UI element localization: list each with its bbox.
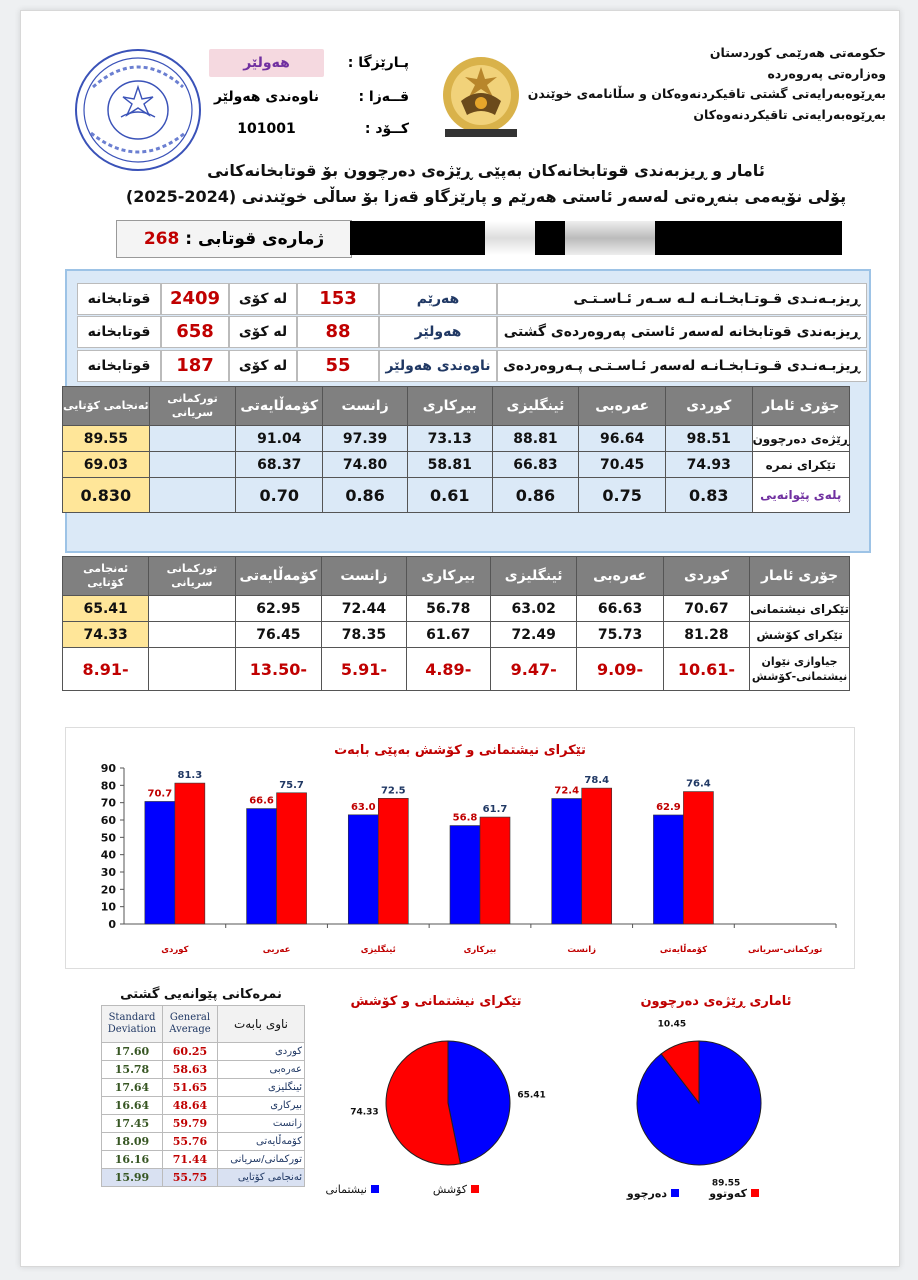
row-label: تێکرای نیشتمانی [750, 596, 850, 622]
std-subject-cell: تورکمانی/سریانی [218, 1151, 305, 1169]
table-cell: 91.04 [236, 426, 323, 452]
ranking-of-label: له كۆی [229, 283, 297, 315]
pie-chart-pass-rate [601, 983, 831, 1233]
row-label: ڕێژەی دەرچوون [752, 426, 849, 452]
column-header: ئەنجامی کۆتایی [63, 387, 150, 426]
gov-line: وەزارەتی پەروەردە [767, 65, 886, 81]
legend-label: نیشتمانی [325, 1183, 367, 1196]
bar-value-label: 63.0 [350, 801, 376, 813]
legend-swatch [751, 1189, 759, 1197]
std-average-cell: 51.65 [163, 1079, 218, 1097]
gov-line: بەڕێوەبەرایەتی گشتی تاقیکردنەوەکان و سڵانامەی خوێندن [527, 86, 886, 101]
table-row [63, 426, 850, 452]
kurdistan-emblem-icon [431, 49, 531, 141]
table-cell: 73.13 [407, 426, 492, 452]
table-cell: 88.81 [492, 426, 579, 452]
std-subject-cell: زانست [218, 1115, 305, 1133]
bar-effort [582, 788, 612, 924]
table-cell: 72.44 [322, 596, 406, 622]
ranking-total: 187 [161, 350, 229, 382]
y-tick-label: 30 [100, 866, 116, 879]
table-row [63, 622, 850, 648]
ranking-total: 2409 [161, 283, 229, 315]
table-cell: 61.67 [406, 622, 490, 648]
std-average-cell: 58.63 [163, 1061, 218, 1079]
bar-value-label: 62.9 [656, 801, 681, 813]
table-cell [149, 596, 235, 622]
table-cell: 78.35 [322, 622, 406, 648]
column-header: تورکمانی سریانی [149, 557, 235, 596]
y-tick-label: 80 [100, 779, 116, 793]
bar-national [348, 815, 378, 924]
x-tick-label: کوردی [161, 945, 189, 955]
code-label: کــۆد : [364, 121, 409, 137]
table-row [63, 452, 850, 478]
column-header: زانست [322, 557, 406, 596]
ranking-row [77, 350, 867, 380]
legend-swatch [471, 1185, 479, 1193]
column-header: جۆری ئامار [752, 387, 849, 426]
pie-chart-national-effort [321, 983, 551, 1233]
ranking-row [77, 316, 867, 346]
column-header: بیرکاری [407, 387, 492, 426]
ranking-position: 55 [297, 350, 379, 382]
table-cell: 0.70 [236, 478, 323, 513]
std-row [102, 1133, 305, 1151]
table-cell: 0.86 [323, 478, 408, 513]
table-cell: 68.37 [236, 452, 323, 478]
bar-value-label: 72.4 [554, 785, 580, 797]
std-subject-cell: ئینگلیزی [218, 1079, 305, 1097]
bar-effort [683, 792, 713, 924]
table-cell [149, 648, 235, 691]
government-header [501, 43, 886, 125]
std-row [102, 1079, 305, 1097]
table-cell: 0.83 [665, 478, 752, 513]
table-cell [149, 478, 236, 513]
ranking-unit: قوتابخانه [77, 316, 161, 348]
table-cell: -10.61 [663, 648, 749, 691]
redaction-gap [485, 221, 535, 255]
std-average-cell: 48.64 [163, 1097, 218, 1115]
standard-scores-table [101, 1005, 305, 1187]
bar-effort [277, 793, 307, 924]
column-header: ئینگلیزی [490, 557, 576, 596]
district-value: ناوەندی هەولێر [213, 89, 320, 105]
x-tick-label: کۆمەڵایەتی [659, 945, 708, 955]
x-tick-label: بیرکاری [463, 945, 497, 955]
table-cell: 0.830 [63, 478, 150, 513]
table-cell: 98.51 [665, 426, 752, 452]
table-cell: 56.78 [406, 596, 490, 622]
student-count-value: 268 [143, 229, 180, 249]
code-row [209, 115, 409, 143]
column-header: بیرکاری [406, 557, 490, 596]
table-cell: 89.55 [63, 426, 150, 452]
ranking-of-label: له كۆی [229, 316, 297, 348]
std-row [102, 1097, 305, 1115]
std-header-row [102, 1006, 305, 1043]
report-title: ئامار و ڕیزبەندی قوتابخانەکان بەپێی ڕێژەی دەرچوون بۆ قوتابخانەکانی [207, 161, 765, 180]
std-row [102, 1151, 305, 1169]
legend-swatch [671, 1189, 679, 1197]
table-cell: -13.50 [235, 648, 322, 691]
std-subject-cell: بیرکاری [218, 1097, 305, 1115]
col-sd-header: Standard Deviation [102, 1006, 163, 1043]
bar-national [653, 815, 683, 924]
table-cell: 0.75 [579, 478, 666, 513]
bar-national [247, 809, 277, 924]
legend-label: کۆشش [432, 1183, 467, 1196]
std-table-title: نمرەکانی پێوانەیی گشتی [120, 987, 282, 1002]
std-deviation-cell: 16.64 [102, 1097, 163, 1115]
column-header: کوردی [665, 387, 752, 426]
table-cell: 74.80 [323, 452, 408, 478]
column-header: زانست [323, 387, 408, 426]
y-tick-label: 50 [100, 831, 116, 845]
bar-value-label: 78.4 [584, 775, 610, 787]
table-cell: 58.81 [407, 452, 492, 478]
report-page [20, 10, 900, 1267]
table-cell [149, 426, 236, 452]
ranking-position: 88 [297, 316, 379, 348]
governorate-label: پـارێزگا : [347, 55, 409, 71]
ranking-row [77, 283, 867, 313]
redaction-gap [565, 221, 655, 255]
bar-chart [65, 727, 855, 969]
bar-effort [378, 798, 408, 924]
gov-line: بەڕێوەبەرایەتی تاقیکردنەوەکان [693, 106, 886, 122]
y-tick-label: 60 [100, 814, 116, 827]
ranking-unit: قوتابخانه [77, 350, 161, 382]
std-deviation-cell: 17.64 [102, 1079, 163, 1097]
table-row [63, 596, 850, 622]
column-header: تورکمانی سریانی [149, 387, 236, 426]
table-cell: -5.91 [322, 648, 406, 691]
std-row [102, 1061, 305, 1079]
ranking-position: 153 [297, 283, 379, 315]
std-row [102, 1169, 305, 1187]
pie-title: ئاماری ڕێژەی دەرچوون [640, 994, 792, 1009]
student-count-label: ژمارەی قوتابی : [185, 229, 325, 249]
district-row [209, 83, 409, 111]
bar-value-label: 56.8 [452, 812, 478, 824]
y-tick-label: 40 [100, 848, 116, 862]
std-subject-cell: کوردی [218, 1043, 305, 1061]
bar-value-label: 72.5 [380, 785, 406, 797]
code-value: 101001 [237, 121, 296, 137]
std-subject-cell: ئەنجامی کۆتایی [218, 1169, 305, 1187]
bar-value-label: 75.7 [279, 779, 304, 791]
y-tick-label: 10 [100, 900, 116, 914]
legend-label: کەوتوو [709, 1187, 747, 1200]
ranking-unit: قوتابخانه [77, 283, 161, 315]
row-label: جیاوازی نێوان نیشتمانی-کۆشش [750, 648, 850, 691]
table-row [63, 648, 850, 691]
std-deviation-cell: 15.99 [102, 1169, 163, 1187]
col-avg-header: General Average [163, 1006, 218, 1043]
bar-national [450, 826, 480, 924]
ranking-total: 658 [161, 316, 229, 348]
table-cell [149, 622, 235, 648]
x-tick-label: تورکمانی-سریانی [747, 945, 823, 955]
bar-national [145, 801, 175, 924]
governorate-row [209, 49, 409, 77]
legend-swatch [371, 1185, 379, 1193]
ranking-text: ڕیزبـەنـدی قـوتـابخـانـه لـه سـەر ئـاسـتـی [497, 283, 867, 315]
bar-value-label: 70.7 [147, 788, 173, 800]
std-deviation-cell: 18.09 [102, 1133, 163, 1151]
table-row [63, 478, 850, 513]
std-average-cell: 55.75 [163, 1169, 218, 1187]
x-tick-label: زانست [567, 945, 597, 955]
table-cell: 76.45 [235, 622, 322, 648]
district-label: قــەزا : [358, 89, 409, 105]
std-row [102, 1043, 305, 1061]
row-label: پلەی پێوانەیی [752, 478, 849, 513]
pie-value-label: 10.45 [657, 1019, 687, 1030]
column-header: ئینگلیزی [492, 387, 579, 426]
row-label: تێکرای نمرە [752, 452, 849, 478]
column-header: جۆری ئامار [750, 557, 850, 596]
redacted-school-name [350, 221, 842, 255]
table-cell: -9.47 [490, 648, 576, 691]
table-cell: 0.61 [407, 478, 492, 513]
table-cell: 70.67 [663, 596, 749, 622]
std-average-cell: 55.76 [163, 1133, 218, 1151]
table-cell: 70.45 [579, 452, 666, 478]
std-subject-cell: عەرەبی [218, 1061, 305, 1079]
table-cell: 75.73 [577, 622, 663, 648]
pie-title: تێکرای نیشتمانی و کۆشش [350, 994, 522, 1009]
student-count-box [116, 220, 352, 258]
bar-value-label: 61.7 [482, 804, 508, 816]
bar-value-label: 76.4 [686, 778, 711, 790]
bar-effort [480, 817, 510, 924]
report-subtitle: پۆلی نۆیەمی بنەڕەتی لەسەر ئاستی هەرێم و پارێزگاو قەزا بۆ ساڵی خوێندنی (2024-2025) [125, 187, 847, 206]
table-cell: 72.49 [490, 622, 576, 648]
statistics-table-1 [62, 386, 850, 513]
pie-slice [448, 1041, 510, 1164]
table-cell: 62.95 [235, 596, 322, 622]
table-cell: 65.41 [63, 596, 149, 622]
table-cell: -4.89 [406, 648, 490, 691]
bar-value-label: 81.3 [177, 770, 203, 782]
std-deviation-cell: 15.78 [102, 1061, 163, 1079]
statistics-table-2 [62, 556, 850, 691]
std-subject-cell: کۆمەڵایەتی [218, 1133, 305, 1151]
column-header: کۆمەڵایەتی [235, 557, 322, 596]
col-subject-header: ناوی بابەت [218, 1006, 305, 1043]
table-cell: 66.63 [577, 596, 663, 622]
ranking-of-label: له كۆی [229, 350, 297, 382]
ranking-level: هەولێر [379, 316, 497, 348]
pie-value-label: 74.33 [350, 1107, 379, 1118]
std-average-cell: 59.79 [163, 1115, 218, 1133]
pie-value-label: 89.55 [711, 1178, 741, 1189]
column-header: ئەنجامی کۆتایی [63, 557, 149, 596]
column-header: عەرەبی [579, 387, 666, 426]
std-average-cell: 60.25 [163, 1043, 218, 1061]
ministry-seal-icon [73, 47, 203, 173]
row-label: تێکرای کۆشش [750, 622, 850, 648]
table-header-row [63, 557, 850, 596]
ranking-level: هەرێم [379, 283, 497, 315]
table-cell: 97.39 [323, 426, 408, 452]
table-cell: 69.03 [63, 452, 150, 478]
table-cell: 66.83 [492, 452, 579, 478]
table-cell: 96.64 [579, 426, 666, 452]
column-header: کوردی [663, 557, 749, 596]
table-cell: 74.33 [63, 622, 149, 648]
table-cell: -8.91 [63, 648, 149, 691]
table-cell: -9.09 [577, 648, 663, 691]
table-cell: 63.02 [490, 596, 576, 622]
std-deviation-cell: 17.45 [102, 1115, 163, 1133]
legend-label: دەرچوو [626, 1187, 667, 1200]
bar-effort [175, 783, 205, 924]
ranking-text: ڕیزبەندی قوتابخانه لەسەر ئاستی پەروەردەی گشتی [497, 316, 867, 348]
std-deviation-cell: 17.60 [102, 1043, 163, 1061]
gov-line: حکومەتی هەرێمی کوردستان [709, 45, 886, 60]
chart-title: تێکرای نیشتمانی و کۆشش بەپێی بابەت [334, 743, 586, 758]
x-tick-label: عەربی [262, 945, 291, 955]
bar-value-label: 66.6 [249, 795, 274, 807]
ranking-text: ڕیزبـەنـدی قـوتـابخـانـه لەسەر ئـاسـتـی پـەروەردەی [497, 350, 867, 382]
std-average-cell: 71.44 [163, 1151, 218, 1169]
location-box [209, 49, 409, 149]
ranking-level: ناوەندی هەولێر [379, 350, 497, 382]
table-cell: 74.93 [665, 452, 752, 478]
table-cell: 81.28 [663, 622, 749, 648]
y-tick-label: 0 [108, 918, 116, 931]
y-tick-label: 20 [100, 883, 116, 897]
table-header-row [63, 387, 850, 426]
y-tick-label: 90 [100, 762, 116, 775]
x-tick-label: ئینگلیزی [360, 945, 396, 955]
pie-value-label: 65.41 [517, 1090, 546, 1101]
table-cell [149, 452, 236, 478]
bar-national [552, 799, 582, 924]
governorate-value: هەولێر [209, 49, 324, 77]
column-header: عەرەبی [577, 557, 663, 596]
std-deviation-cell: 16.16 [102, 1151, 163, 1169]
column-header: کۆمەڵایەتی [236, 387, 323, 426]
table-cell: 0.86 [492, 478, 579, 513]
std-row [102, 1115, 305, 1133]
y-tick-label: 70 [100, 796, 116, 810]
